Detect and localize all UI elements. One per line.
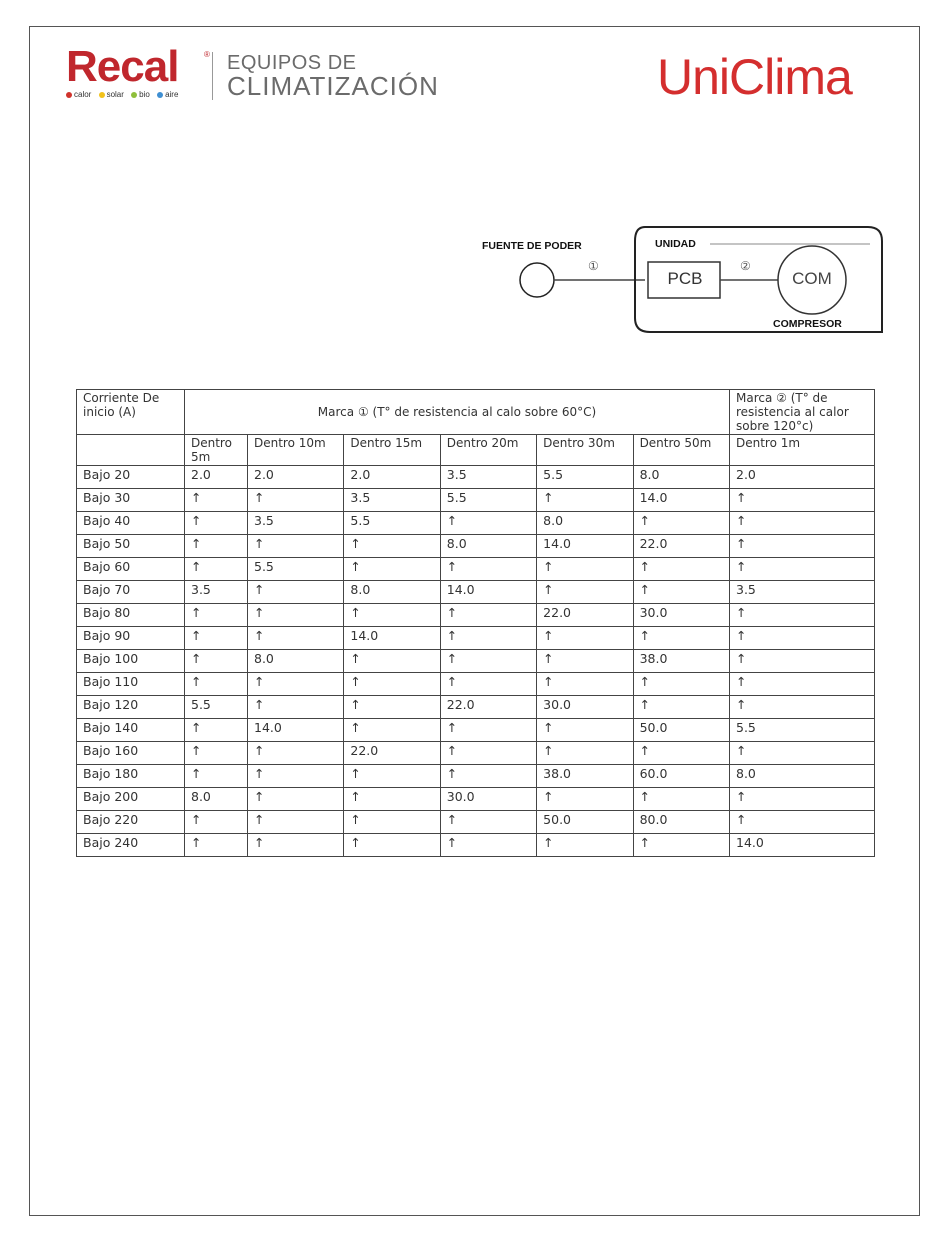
table-cell: ↑ <box>344 811 440 834</box>
row-label-cell: Bajo 110 <box>77 673 185 696</box>
table-cell: 3.5 <box>248 512 344 535</box>
table-cell: 8.0 <box>248 650 344 673</box>
table-cell: ↑ <box>344 604 440 627</box>
table-cell: 50.0 <box>537 811 633 834</box>
table-cell: ↑ <box>537 834 633 857</box>
tag-label: aire <box>165 90 179 99</box>
table-cell: ↑ <box>185 489 248 512</box>
table-cell: ↑ <box>633 788 729 811</box>
table-row <box>77 512 875 535</box>
table-cell: 5.5 <box>248 558 344 581</box>
table-cell: ↑ <box>344 719 440 742</box>
tag-label: calor <box>74 90 92 99</box>
table-row <box>77 627 875 650</box>
table-cell: 38.0 <box>537 765 633 788</box>
table-cell: ↑ <box>185 719 248 742</box>
row-label-cell: Bajo 80 <box>77 604 185 627</box>
table-cell: ↑ <box>248 834 344 857</box>
table-cell: 14.0 <box>537 535 633 558</box>
table-row <box>77 489 875 512</box>
row-label-cell: Bajo 20 <box>77 466 185 489</box>
table-cell: ↑ <box>248 696 344 719</box>
table-row <box>77 535 875 558</box>
tag-bio <box>131 90 150 99</box>
green-dot-icon <box>131 92 137 98</box>
table-cell: ↑ <box>185 765 248 788</box>
table-row <box>77 604 875 627</box>
uniclima-logo: UniClima <box>657 49 852 105</box>
table-row <box>77 581 875 604</box>
tag-calor <box>66 90 91 99</box>
table-cell: ↑ <box>730 558 875 581</box>
row-label-cell: Bajo 240 <box>77 834 185 857</box>
table-cell: 30.0 <box>633 604 729 627</box>
row-label-cell: Bajo 90 <box>77 627 185 650</box>
recal-brand-text: Recal <box>66 42 179 91</box>
table-row <box>77 765 875 788</box>
table-cell: ↑ <box>537 558 633 581</box>
table-row <box>77 673 875 696</box>
table-cell: 30.0 <box>537 696 633 719</box>
column-header: Dentro 50m <box>633 435 729 466</box>
table-cell: 22.0 <box>633 535 729 558</box>
table-cell: ↑ <box>248 627 344 650</box>
tag-label: solar <box>106 90 124 99</box>
table-cell: 3.5 <box>730 581 875 604</box>
table-cell: ↑ <box>440 558 536 581</box>
column-header: Dentro 20m <box>440 435 536 466</box>
row-label-cell: Bajo 160 <box>77 742 185 765</box>
row-label-cell: Bajo 100 <box>77 650 185 673</box>
table-cell: ↑ <box>537 788 633 811</box>
column-header: Dentro 10m <box>248 435 344 466</box>
table-cell: 22.0 <box>344 742 440 765</box>
table-cell: ↑ <box>440 627 536 650</box>
table-cell: 22.0 <box>537 604 633 627</box>
blue-dot-icon <box>157 92 163 98</box>
table-cell: ↑ <box>730 604 875 627</box>
table-cell: ↑ <box>185 627 248 650</box>
table-cell: 14.0 <box>633 489 729 512</box>
table-row <box>77 811 875 834</box>
column-header: Dentro 5m <box>185 435 248 466</box>
table-cell: 2.0 <box>344 466 440 489</box>
table-cell: 5.5 <box>344 512 440 535</box>
tag-label: bio <box>139 90 150 99</box>
table-cell: ↑ <box>344 834 440 857</box>
table-cell: ↑ <box>537 650 633 673</box>
table-cell: ↑ <box>537 742 633 765</box>
table-cell: ↑ <box>248 535 344 558</box>
power-source-label: FUENTE DE PODER <box>482 240 582 252</box>
table-cell: 3.5 <box>344 489 440 512</box>
table-cell: ↑ <box>248 742 344 765</box>
table-cell: ↑ <box>185 811 248 834</box>
table-cell: 8.0 <box>730 765 875 788</box>
table-cell: ↑ <box>185 834 248 857</box>
compressor-label: COMPRESOR <box>773 318 842 330</box>
table-cell: 14.0 <box>344 627 440 650</box>
table-cell: 8.0 <box>440 535 536 558</box>
table-cell: ↑ <box>730 627 875 650</box>
table-cell: 3.5 <box>440 466 536 489</box>
table-cell: ↑ <box>185 535 248 558</box>
table-cell: ↑ <box>344 535 440 558</box>
subtitle-line2: CLIMATIZACIÓN <box>227 71 439 101</box>
column-header: Dentro 15m <box>344 435 440 466</box>
table-cell: 8.0 <box>185 788 248 811</box>
table-cell: 14.0 <box>248 719 344 742</box>
table-cell: ↑ <box>633 696 729 719</box>
table-cell: 38.0 <box>633 650 729 673</box>
table-cell: 14.0 <box>440 581 536 604</box>
table-row <box>77 788 875 811</box>
table-cell: ↑ <box>248 581 344 604</box>
mark-2-label: ② <box>740 259 751 273</box>
table-cell: ↑ <box>633 581 729 604</box>
empty-header-cell <box>77 435 185 466</box>
table-cell: ↑ <box>185 558 248 581</box>
table-cell: 2.0 <box>730 466 875 489</box>
table-cell: ↑ <box>344 696 440 719</box>
table-cell: 8.0 <box>344 581 440 604</box>
table-cell: ↑ <box>537 489 633 512</box>
table-cell: 8.0 <box>537 512 633 535</box>
table-cell: 5.5 <box>730 719 875 742</box>
table-row <box>77 719 875 742</box>
table-cell: ↑ <box>440 673 536 696</box>
table-cell: ↑ <box>185 650 248 673</box>
wire-gauge-table <box>76 389 875 857</box>
table-cell: ↑ <box>633 512 729 535</box>
table-cell: ↑ <box>730 512 875 535</box>
row-label-cell: Bajo 40 <box>77 512 185 535</box>
table-cell: ↑ <box>633 558 729 581</box>
row-label-cell: Bajo 60 <box>77 558 185 581</box>
table-row <box>77 834 875 857</box>
table-cell: ↑ <box>440 765 536 788</box>
table-cell: ↑ <box>185 673 248 696</box>
mark2-group-header: Marca ② (T° de resistencia al calor sobre 120°c) <box>730 390 875 435</box>
table-cell: ↑ <box>440 811 536 834</box>
table-cell: ↑ <box>537 627 633 650</box>
wiring-diagram <box>470 222 890 337</box>
row-label-cell: Bajo 180 <box>77 765 185 788</box>
table-cell: ↑ <box>185 604 248 627</box>
table-subheader-row <box>77 435 875 466</box>
mark-1-label: ① <box>588 259 599 273</box>
table-cell: ↑ <box>730 742 875 765</box>
table-cell: ↑ <box>440 512 536 535</box>
row-label-cell: Bajo 200 <box>77 788 185 811</box>
row-label-cell: Bajo 140 <box>77 719 185 742</box>
table-row <box>77 558 875 581</box>
recal-tagline <box>66 90 183 99</box>
table-cell: ↑ <box>633 673 729 696</box>
column-header: Dentro 30m <box>537 435 633 466</box>
table-cell: 50.0 <box>633 719 729 742</box>
table-row <box>77 466 875 489</box>
table-cell: ↑ <box>344 558 440 581</box>
corner-header-cell: Corriente De inicio (A) <box>77 390 185 435</box>
com-label: COM <box>792 269 832 288</box>
table-cell: ↑ <box>730 788 875 811</box>
table-cell: ↑ <box>440 719 536 742</box>
mark1-group-header: Marca ① (T° de resistencia al calo sobre 60°C) <box>185 390 730 435</box>
table-cell: 3.5 <box>185 581 248 604</box>
table-cell: ↑ <box>633 742 729 765</box>
table-cell: ↑ <box>344 765 440 788</box>
table-cell: ↑ <box>344 650 440 673</box>
table-cell: ↑ <box>248 604 344 627</box>
table-cell: ↑ <box>730 673 875 696</box>
table-cell: 5.5 <box>440 489 536 512</box>
table-header-row <box>77 390 875 435</box>
table-cell: ↑ <box>248 765 344 788</box>
row-label-cell: Bajo 50 <box>77 535 185 558</box>
table-cell: ↑ <box>537 719 633 742</box>
table-cell: 5.5 <box>537 466 633 489</box>
table-cell: 2.0 <box>248 466 344 489</box>
table-cell: ↑ <box>344 788 440 811</box>
subtitle-line1: EQUIPOS DE <box>227 52 357 74</box>
recal-logo <box>66 42 216 104</box>
table-cell: ↑ <box>248 788 344 811</box>
table-cell: ↑ <box>440 604 536 627</box>
table-row <box>77 696 875 719</box>
table-cell: ↑ <box>537 673 633 696</box>
table-cell: ↑ <box>730 489 875 512</box>
table-cell: ↑ <box>730 811 875 834</box>
row-label-cell: Bajo 220 <box>77 811 185 834</box>
unit-label: UNIDAD <box>655 238 696 250</box>
table-cell: ↑ <box>633 834 729 857</box>
row-label-cell: Bajo 120 <box>77 696 185 719</box>
table-cell: ↑ <box>440 834 536 857</box>
table-cell: ↑ <box>440 650 536 673</box>
table-cell: ↑ <box>344 673 440 696</box>
table-cell: ↑ <box>248 811 344 834</box>
table-cell: 30.0 <box>440 788 536 811</box>
column-header: Dentro 1m <box>730 435 875 466</box>
table-cell: ↑ <box>440 742 536 765</box>
table-cell: ↑ <box>730 535 875 558</box>
registered-mark-icon: ® <box>204 50 210 59</box>
row-label-cell: Bajo 30 <box>77 489 185 512</box>
yellow-dot-icon <box>99 92 105 98</box>
logo-divider <box>212 52 213 100</box>
table-cell: 2.0 <box>185 466 248 489</box>
red-dot-icon <box>66 92 72 98</box>
tag-solar <box>99 90 124 99</box>
table-cell: ↑ <box>185 512 248 535</box>
table-cell: 60.0 <box>633 765 729 788</box>
table-cell: ↑ <box>248 673 344 696</box>
table-cell: 80.0 <box>633 811 729 834</box>
table-cell: ↑ <box>537 581 633 604</box>
table-cell: 22.0 <box>440 696 536 719</box>
table-cell: ↑ <box>730 696 875 719</box>
table-cell: 8.0 <box>633 466 729 489</box>
table-cell: 14.0 <box>730 834 875 857</box>
pcb-label: PCB <box>667 269 703 288</box>
table-cell: ↑ <box>633 627 729 650</box>
table-row <box>77 742 875 765</box>
table-cell: ↑ <box>185 742 248 765</box>
tag-aire <box>157 90 178 99</box>
table-cell: ↑ <box>730 650 875 673</box>
power-source-circle <box>520 263 554 297</box>
table-cell: ↑ <box>248 489 344 512</box>
table-row <box>77 650 875 673</box>
row-label-cell: Bajo 70 <box>77 581 185 604</box>
table-cell: 5.5 <box>185 696 248 719</box>
